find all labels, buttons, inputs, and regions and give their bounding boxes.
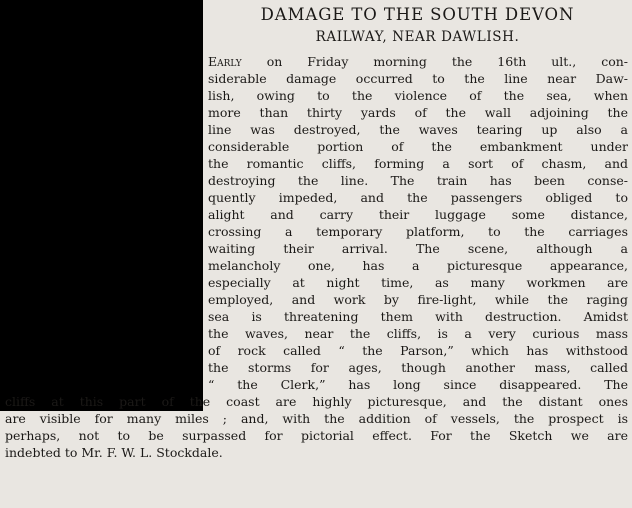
body-line-4: more than thirty yards of the wall adjoining the — [208, 105, 628, 120]
body-line-12: waiting their arrival. The scene, although a — [208, 241, 628, 256]
body-line-1 — [208, 53, 628, 70]
body-line-5: line was destroyed, the waves tearing up also a — [208, 122, 628, 137]
body-line-9: quently impeded, and the passengers obliged to — [208, 190, 628, 205]
body-line-14: especially at night time, as many workmen are — [208, 275, 628, 290]
body-line-7: the romantic cliffs, forming a sort of chasm, and — [208, 156, 628, 171]
article-headline: DAMAGE TO THE SOUTH DEVON — [260, 5, 575, 24]
body-line-20: “ the Clerk,” has long since disappeared. The — [208, 377, 628, 392]
lead-word: Early — [208, 54, 242, 69]
body-line-24: indebted to Mr. F. W. L. Stockdale. — [5, 445, 223, 460]
body-line-8: destroying the line. The train has been conse- — [208, 173, 628, 188]
body-line-19: the storms for ages, though another mass, called — [208, 360, 628, 375]
body-line-17: the waves, near the cliffs, is a very curious mass — [208, 326, 628, 341]
body-line-13: melancholy one, has a picturesque appearance, — [208, 258, 628, 273]
body-line-15: employed, and work by fire-light, while the raging — [208, 292, 628, 307]
body-line-2: siderable damage occurred to the line near Daw- — [208, 71, 628, 86]
article-subheadline: RAILWAY, NEAR DAWLISH. — [315, 29, 520, 45]
black-image-block — [0, 0, 203, 411]
body-line-3: lish, owing to the violence of the sea, when — [208, 88, 628, 103]
body-line-18: of rock called “ the Parson,” which has withstood — [208, 343, 628, 358]
body-line-22: are visible for many miles ; and, with the addition of vessels, the prospect is — [5, 411, 628, 426]
body-line-6: considerable portion of the embankment under — [208, 139, 628, 154]
body-line-21: cliffs at this part of the coast are highly picturesque, and the distant ones — [5, 394, 628, 409]
body-line-11: crossing a temporary platform, to the carriages — [208, 224, 628, 239]
body-line-1-text: on Friday morning the 16th ult., con- — [241, 54, 628, 69]
body-line-16: sea is threatening them with destruction. Amidst — [208, 309, 628, 324]
body-line-23: perhaps, not to be surpassed for pictorial effect. For the Sketch we are — [5, 428, 628, 443]
body-line-10: alight and carry their luggage some distance, — [208, 207, 628, 222]
